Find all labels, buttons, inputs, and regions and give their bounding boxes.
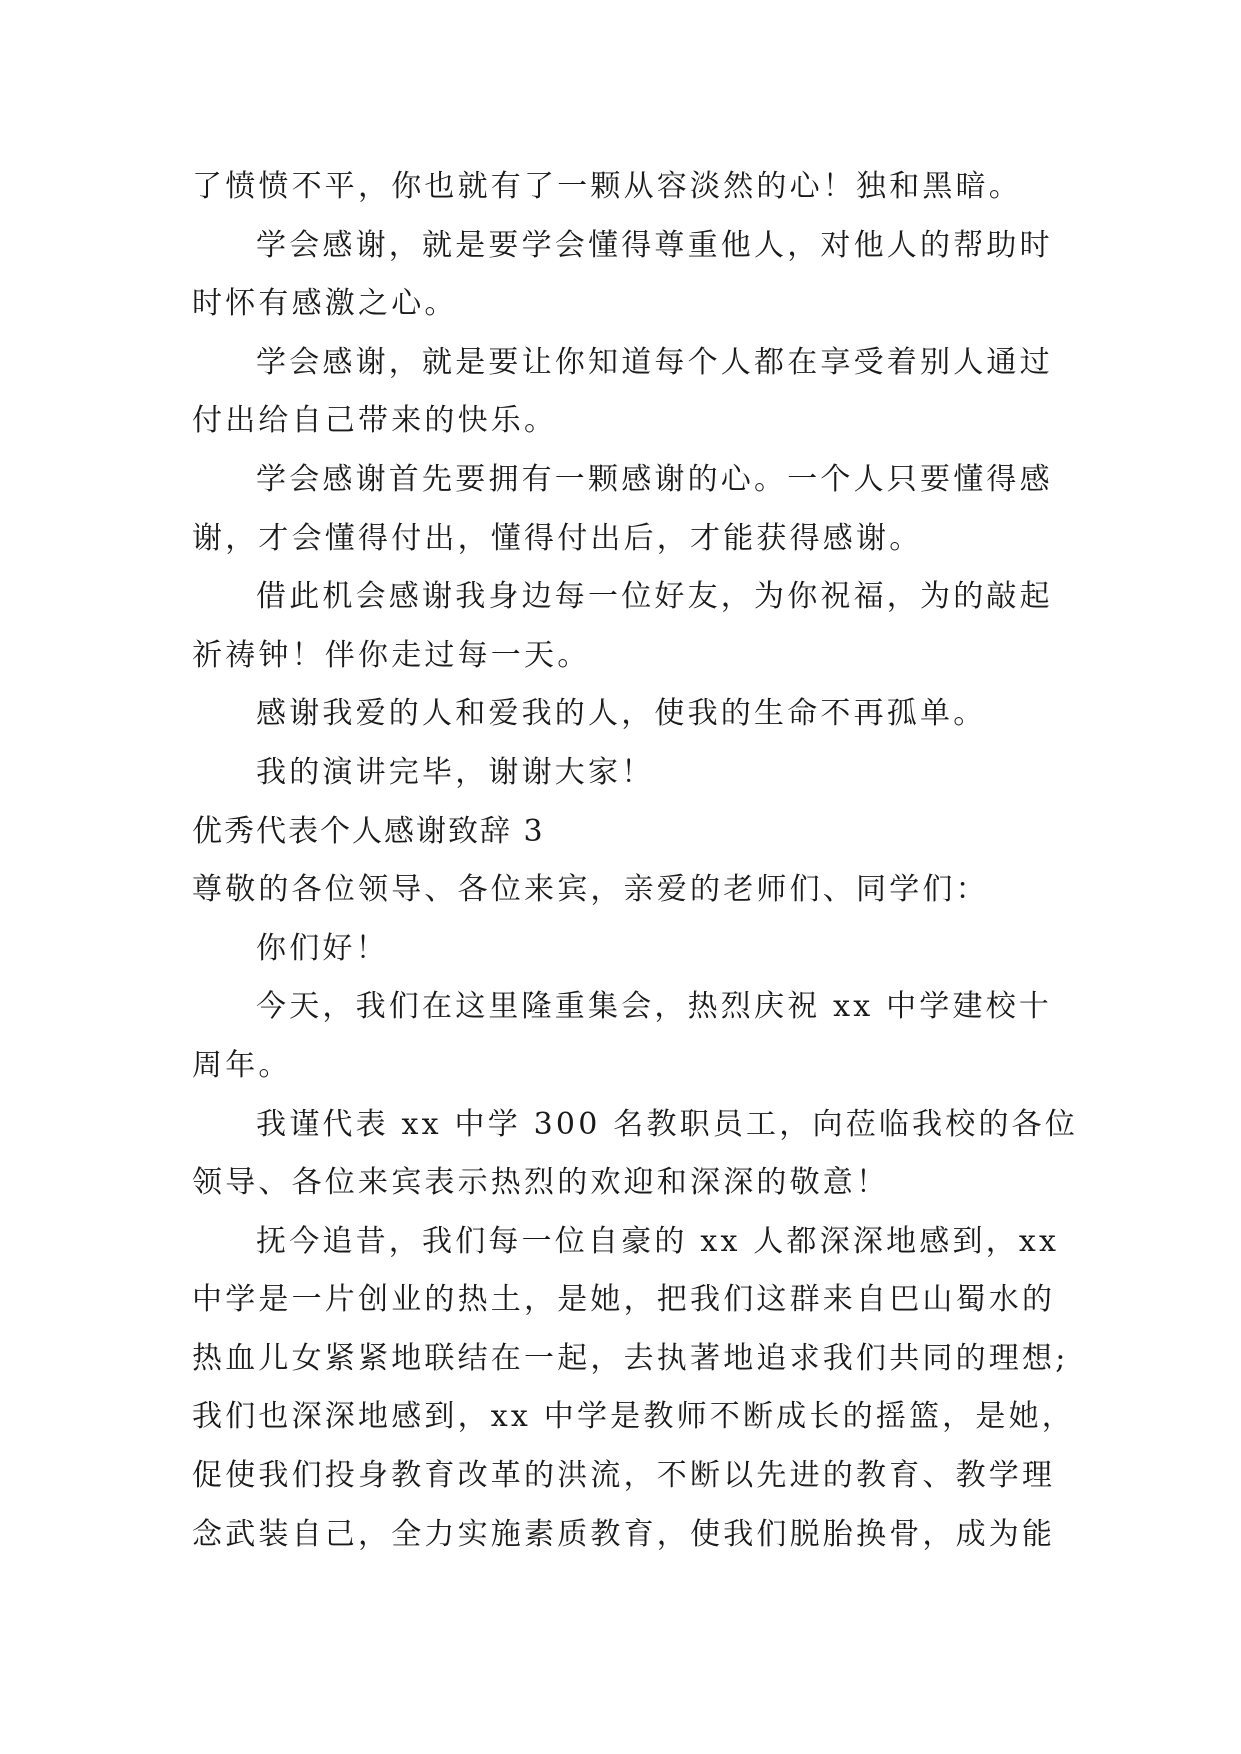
paragraph-line: 我谨代表 xx 中学 300 名教职员工，向莅临我校的各位 (256, 1106, 1079, 1142)
paragraph-line: 领导、各位来宾表示热烈的欢迎和深深的敬意！ (192, 1165, 890, 1201)
paragraph-line: 促使我们投身教育改革的洪流，不断以先进的教育、教学理 (192, 1458, 1056, 1494)
paragraph-line: 中学是一片创业的热土，是她，把我们这群来自巴山蜀水的 (192, 1282, 1056, 1318)
paragraph-line: 我们也深深地感到，xx 中学是教师不断成长的摇篮，是她， (192, 1399, 1075, 1435)
paragraph-line: 今天，我们在这里隆重集会，热烈庆祝 xx 中学建校十 (256, 989, 1053, 1025)
paragraph-line: 抚今追昔，我们每一位自豪的 xx 人都深深地感到，xx (256, 1223, 1060, 1259)
paragraph-line: 学会感谢首先要拥有一颗感谢的心。一个人只要懂得感 (256, 461, 1053, 497)
document-body (192, 158, 1079, 1564)
section-heading: 优秀代表个人感谢致辞 3 (192, 813, 545, 849)
paragraph-line: 付出给自己带来的快乐。 (192, 403, 558, 439)
greeting-line: 你们好！ (256, 930, 389, 966)
paragraph-line: 借此机会感谢我身边每一位好友，为你祝福，为的敲起 (256, 579, 1053, 615)
paragraph-line: 祈祷钟！伴你走过每一天。 (192, 637, 591, 673)
paragraph-line: 周年。 (192, 1047, 292, 1083)
paragraph-line: 了愤愤不平，你也就有了一颗从容淡然的心！独和黑暗。 (192, 169, 1022, 204)
paragraph-line: 念武装自己，全力实施素质教育，使我们脱胎换骨，成为能 (192, 1516, 1056, 1552)
paragraph-line: 学会感谢，就是要让你知道每个人都在享受着别人通过 (256, 344, 1053, 380)
paragraph-line: 热血儿女紧紧地联结在一起，去执著地追求我们共同的理想; (192, 1340, 1069, 1376)
paragraph-line: 学会感谢，就是要学会懂得尊重他人，对他人的帮助时 (256, 227, 1053, 263)
paragraph-line: 谢，才会懂得付出，懂得付出后，才能获得感谢。 (192, 520, 923, 556)
salutation-line: 尊敬的各位领导、各位来宾，亲爱的老师们、同学们： (192, 872, 989, 908)
paragraph-line: 时怀有感激之心。 (192, 286, 458, 322)
paragraph-line: 我的演讲完毕，谢谢大家！ (256, 754, 655, 790)
paragraph-line: 感谢我爱的人和爱我的人，使我的生命不再孤单。 (256, 696, 987, 732)
